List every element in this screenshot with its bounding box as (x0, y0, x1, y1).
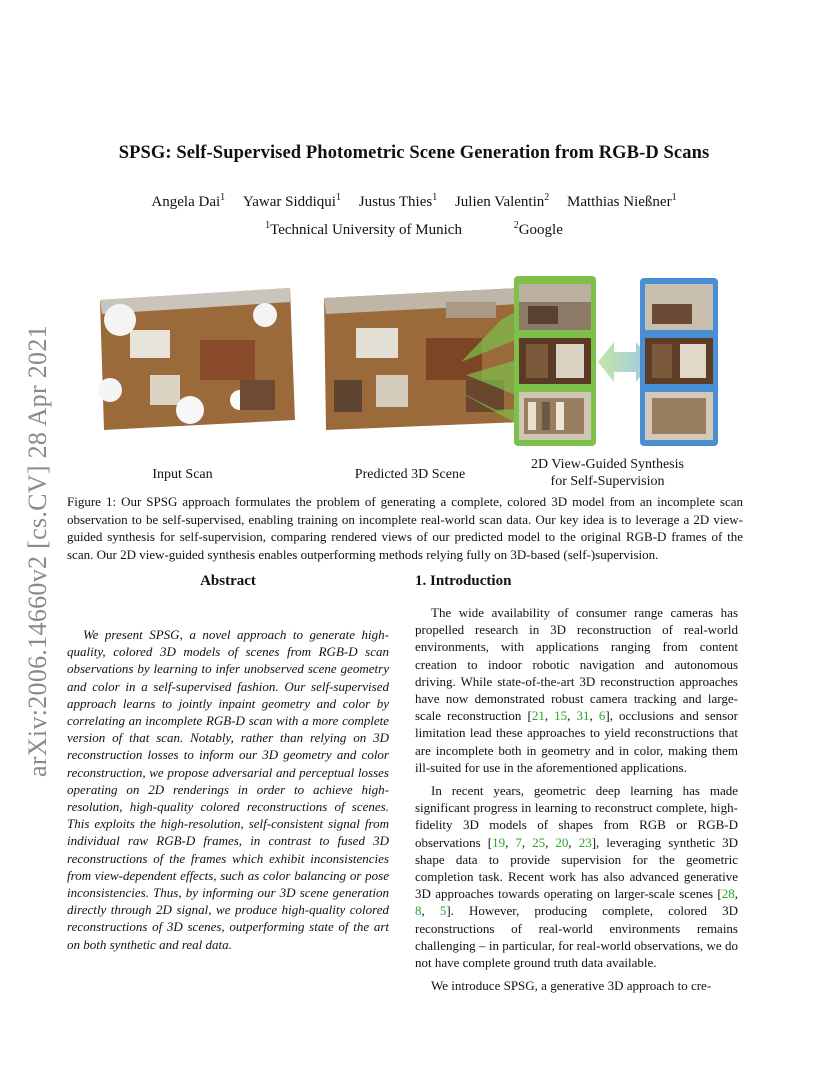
author: Justus Thies$^1$ (358, 192, 438, 210)
affiliation: $^2$Google (513, 220, 563, 238)
author: Yawar Siddiqui$^1$ (242, 192, 341, 210)
input-scan-image (90, 280, 302, 436)
citation-link[interactable]: 19 (492, 834, 506, 850)
citation-link[interactable]: 7 (515, 834, 522, 850)
label-predicted-scene: Predicted 3D Scene (354, 467, 466, 482)
intro-paragraph-1: The wide availability of consumer range cameras has propelled research in 3D reconstruction of real-world environments, with applications ranging from content creation to indoor robotic navigation and autonomous driving. While state-of-the-art 3D reconstruction approaches have now demonstrated robust camera tracking and large-scale reconstruction [21, 15, 31, 6], occlusions and sensor limitation lead these approaches to yield reconstructions that are incomplete both in geometry and in color, making them ill-suited for use in the aforementioned applications. (415, 605, 738, 775)
citation-link[interactable]: 6 (598, 708, 606, 724)
author-list (0, 194, 828, 211)
predicted-scene-image (316, 280, 528, 436)
author: Angela Dai$^1$ (151, 192, 226, 210)
intro-body (415, 604, 738, 994)
abstract-heading: Abstract (200, 573, 256, 589)
affiliation: $^1$Technical University of Munich (265, 220, 462, 238)
citation-link[interactable]: 15 (554, 708, 568, 724)
figure-caption: Figure 1: Our SPSG approach formulates the problem of generating a complete, colored 3D model from an incomplete scan observation to be self-supervised, enabling training on incomplete real-world scan data. Our key idea is to leverage a 2D view-guided synthesis for self-supervision, comparing rendered views of our predicted model to the original RGB-D frames of the scan. Our 2D view-guided synthesis enables outperforming methods relying fully on 3D-based (self-)supervision. (67, 494, 743, 562)
arxiv-stamp: arXiv:2006.14660v2 [cs.CV] 28 Apr 2021 (23, 325, 52, 777)
citation-link[interactable]: 21 (531, 708, 545, 724)
author: Matthias Nießner$^1$ (567, 192, 677, 210)
original-frames-panel (640, 278, 718, 446)
author: Julien Valentin$^2$ (454, 192, 550, 210)
citation-link[interactable]: 23 (578, 834, 592, 850)
synthesized-views-panel (514, 276, 596, 446)
label-input-scan: Input Scan (152, 467, 213, 482)
citation-link[interactable]: 5 (439, 903, 447, 919)
figure-1 (90, 276, 730, 488)
intro-heading: 1. Introduction (415, 573, 512, 589)
citation-link[interactable]: 28 (721, 886, 735, 902)
abstract-text: We present SPSG, a novel approach to generate high-quality, colored 3D models of scenes from RGB-D scan observations by learning to infer unobserved scene geometry and color in a self-supervised fashion. Our self-supervised approach learns to jointly inpaint geometry and color by correlating an incomplete RGB-D scan with a more complete version of that scan. Notably, rather than relying on 3D reconstruction losses to inform our 3D geometry and color reconstruction, we propose adversarial and perceptual losses operating on 2D renderings in order to achieve high-resolution, high-quality colored reconstructions of scenes. This exploits the high-resolution, self-consistent signal from individual raw RGB-D frames, in contrast to fused 3D reconstructions of the frames which exhibit inconsistencies from view-dependent effects, such as color balancing or pose inconsistencies. Thus, by informing our 3D scene generation directly through 2D signal, we produce high-quality colored reconstructions of 3D scenes, outperforming state of the art on both synthetic and real data. (67, 627, 389, 952)
citation-link[interactable]: 31 (576, 708, 590, 724)
intro-paragraph-3: We introduce SPSG, a generative 3D approach to cre- (431, 978, 712, 994)
paper-title: SPSG: Self-Supervised Photometric Scene Generation from RGB-D Scans (118, 143, 710, 163)
intro-paragraph-2: In recent years, geometric deep learning has made significant progress in learning to reconstruct complete, high-fidelity 3D models of shapes from RGB or RGB-D observations [19, 7, 25, 20, 23], leveraging synthetic 3D shape data to provide supervision for the geometric completion task. Recent work has also advanced generative 3D approaches towards operating on larger-scale scenes [28, 8, 5]. However, producing complete, colored 3D reconstructions of real-world environments remains challenging – in particular, for real-world observations, we do not have complete ground truth data available. (415, 783, 739, 971)
citation-link[interactable]: 25 (532, 834, 546, 850)
label-synthesis: 2D View-Guided Synthesis for Self-Supervision (531, 457, 684, 489)
citation-link[interactable]: 20 (555, 834, 569, 850)
affiliation-list (0, 222, 828, 239)
citation-link[interactable]: 8 (415, 903, 422, 919)
